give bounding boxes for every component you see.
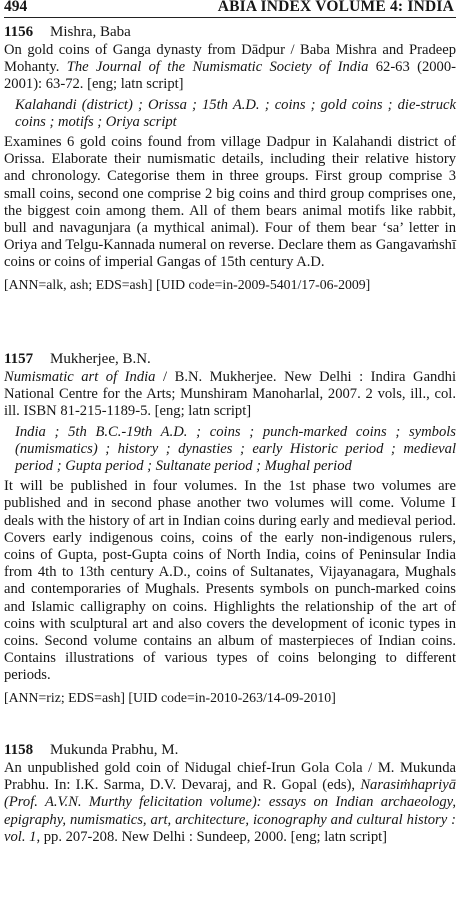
entry-descriptors: India ; 5th B.C.-19th A.D. ; coins ; punch-marked coins ; symbols (numismatics) ; history ; dynasties ; early Historic period ; medieval period ; Gupta period ; Sultanate period ; Mughal period: [15, 423, 456, 475]
citation-title: Numismatic art of India: [4, 369, 156, 385]
citation-details: 62-63 (2000-2001): 63-72. [eng; latn script]: [4, 59, 456, 93]
entry-heading: [4, 23, 456, 41]
entry-meta: [ANN=riz; EDS=ash] [UID code=in-2010-263/14-09-2010]: [4, 689, 336, 705]
running-header: [4, 0, 456, 16]
citation-title: An unpublished gold coin of Nidugal chief-Irun Gola Cola / M. Mukunda Prabhu. In: I.K. Sarma, D.V. Devaraj, and R. Gopal (eds),: [4, 760, 456, 794]
entry-heading: [4, 350, 456, 368]
citation-details: , pp. 207-208. New Delhi : Sundeep, 2000. [eng; latn script]: [36, 828, 388, 845]
citation-journal: The Journal of the Numismatic Society of India: [66, 59, 369, 76]
entry-citation: [4, 760, 456, 846]
entry-abstract: It will be published in four volumes. In the 1st phase two volumes are published and in second phase another two volumes will come. Volume I deals with the history of art in Indian coins during early and medieval period. Covers early indigenous coins, coins of the early non-indigenous rulers, coins of Gupta, post-Gupta coins of North India, coins of Peninsular India from 4th to 13th century A.D., coins of Sultanates, Vijayanagara, Mughals and contemporaries of Mughals. Presents symbols on punch-marked coins and Islamic calligraphy on coins. Highlights the relationship of the art of coins with sculptural art and also covers the development of iconic types in coins. Second volume contains an album of masterpieces of Indian coins. Contains illustrations of various types of coins belonging to different periods.: [4, 478, 456, 684]
running-title: ABIA INDEX VOLUME 4: INDIA: [217, 0, 454, 15]
citation-title: On gold coins of Ganga dynasty from Dādpur / Baba Mishra and Pradeep Mohanty.: [4, 42, 456, 76]
entry-heading: [4, 741, 456, 759]
page-number: 494: [4, 0, 28, 15]
entry-author: Mukherjee, B.N.: [50, 351, 151, 367]
entry-author: Mishra, Baba: [50, 24, 131, 40]
index-entry: [4, 23, 456, 293]
entry-number: 1157: [4, 351, 34, 367]
entry-number: 1156: [4, 24, 34, 40]
header-rule: [4, 17, 456, 18]
entry-meta: [ANN=alk, ash; EDS=ash] [UID code=in-2009-5401/17-06-2009]: [4, 276, 371, 292]
entry-number: 1158: [4, 742, 34, 758]
entry-author: Mukunda Prabhu, M.: [50, 742, 179, 758]
entry-abstract: Examines 6 gold coins found from village Dadpur in Kalahandi district of Orissa. Elaborate their numismatic details, including their relative history and chronology. Categorise them in three groups. First group comprise 3 small coins, second one comprise 2 big coins and third group comprises one, the biggest coin among them. All of them bears animal motifs like rabbit, bull and navagunjara (a mythical animal). Four of them bear ‘sa’ letter in Oriya and Telgu-Kannada numeral on reverse. Declare them as Gangavaṁshī coins or coins of imperial Gangas of 15th century A.D.: [4, 134, 456, 271]
entry-citation: [4, 42, 456, 94]
entry-citation: [4, 369, 456, 421]
entry-descriptors: Kalahandi (district) ; Orissa ; 15th A.D. ; coins ; gold coins ; die-struck coins ; motifs ; Oriya script: [15, 96, 456, 130]
index-page: [4, 0, 456, 902]
citation-book: Narasiṁhapriyā (Prof. A.V.N. Murthy felicitation volume): essays on Indian archaeology, epigraphy, numismatics, art, architecture, iconography and cultural history : vol. 1: [4, 777, 456, 845]
citation-details: / B.N. Mukherjee. New Delhi : Indira Gandhi National Centre for the Arts; Munshiram Manoharlal, 2007. 2 vols, ill., col. ill. ISBN 81-215-1189-5. [eng; latn script]: [4, 369, 456, 420]
index-entry: [4, 741, 456, 846]
index-entry: [4, 350, 456, 706]
